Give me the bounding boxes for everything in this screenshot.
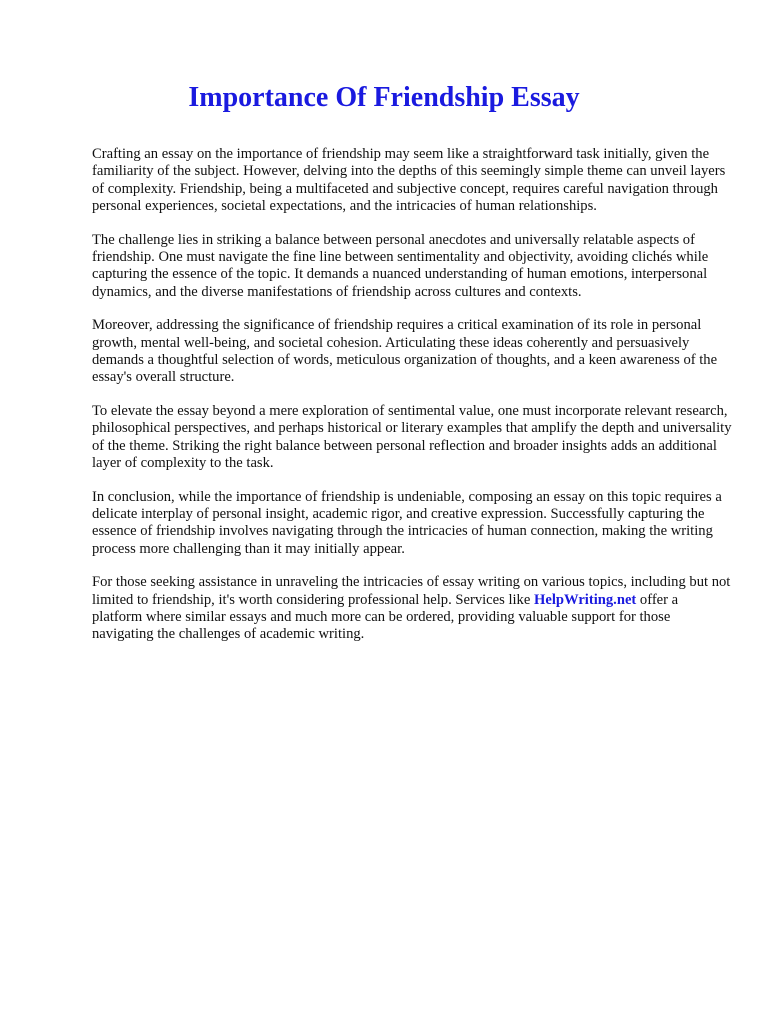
paragraph-6	[92, 574, 732, 644]
paragraph-6-before-link: For those seeking assistance in unraveling the intricacies of essay writing on various topics, including but not limited to friendship, it's worth considering professional help. Services like	[92, 574, 731, 608]
paragraph-3: Moreover, addressing the significance of friendship requires a critical examination of its role in personal growth, mental well-being, and societal cohesion. Articulating these ideas coherently and persuasively demands a thoughtful selection of words, meticulous organization of thoughts, and a keen awareness of the essay's overall structure.	[92, 317, 718, 386]
paragraph-1: Crafting an essay on the importance of friendship may seem like a straightforward task initially, given the familiarity of the subject. However, delving into the depths of this seemingly simple theme can unveil layers of complexity. Friendship, being a multifaceted and subjective concept, requires careful navigation through personal experiences, societal expectations, and the intricacies of human relationships.	[92, 146, 726, 215]
essay-body	[92, 146, 732, 660]
paragraph-4: To elevate the essay beyond a mere exploration of sentimental value, one must incorporate relevant research, philosophical perspectives, and perhaps historical or literary examples that amplify the depth and universality of the theme. Striking the right balance between personal reflection and broader insights adds an additional layer of complexity to the task.	[92, 402, 732, 472]
paragraph-5: In conclusion, while the importance of friendship is undeniable, composing an essay on this topic requires a delicate interplay of personal insight, academic rigor, and creative expression. Successfully capturing the essence of friendship involves navigating through the intricacies of human connection, making the writing process more challenging than it may initially appear.	[92, 488, 722, 557]
paragraph-6-after-link: offer a platform where similar essays and much more can be ordered, providing valuable support for those navigating the challenges of academic writing.	[92, 591, 679, 643]
paragraph-2: The challenge lies in striking a balance between personal anecdotes and universally relatable aspects of friendship. One must navigate the fine line between sentimentality and objectivity, avoiding clichés while capturing the essence of the topic. It demands a nuanced understanding of human emotions, interpersonal dynamics, and the diverse manifestations of friendship across cultures and contexts.	[92, 231, 709, 300]
page-title: Importance Of Friendship Essay	[188, 82, 580, 113]
helpwriting-link[interactable]: HelpWriting.net	[533, 591, 637, 608]
